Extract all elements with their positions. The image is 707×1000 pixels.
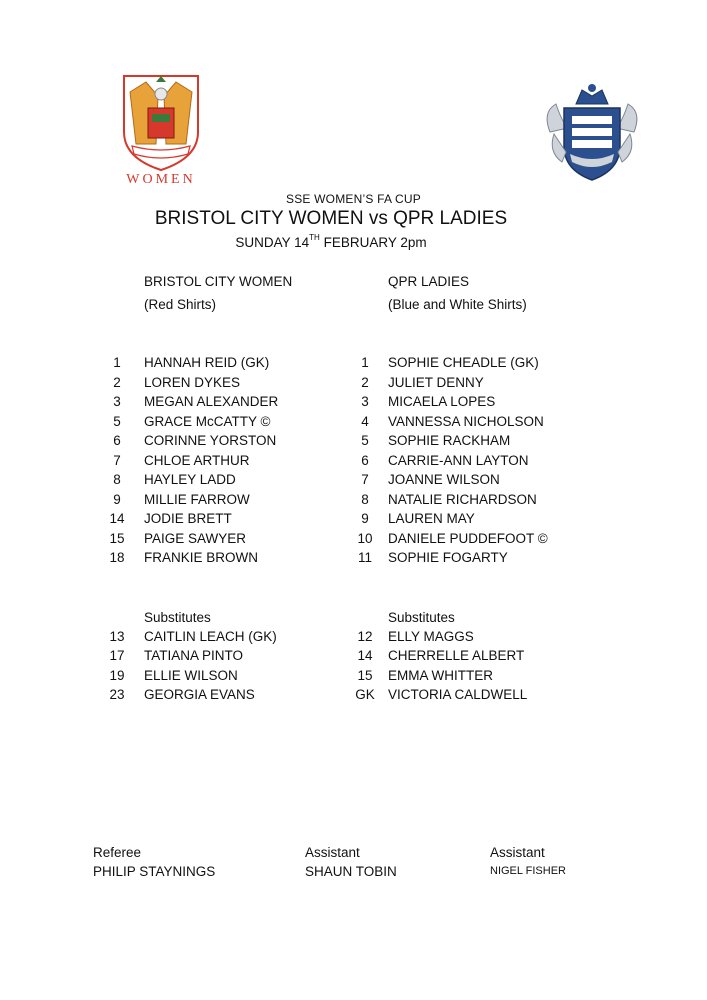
player-name: MILLIE FARROW <box>144 492 250 507</box>
home-team-kit: (Red Shirts) <box>144 297 217 312</box>
player-number: 15 <box>109 531 125 546</box>
player-name: CHLOE ARTHUR <box>144 453 250 468</box>
player-number: 8 <box>113 472 121 487</box>
player-number: 2 <box>113 375 121 390</box>
player-number: 12 <box>357 629 373 644</box>
player-name: CAITLIN LEACH (GK) <box>144 629 277 644</box>
kickoff-date-suffix: TH <box>309 233 320 242</box>
bristol-city-crest <box>116 74 206 194</box>
fixture-title: BRISTOL CITY WOMEN vs QPR LADIES <box>154 208 508 229</box>
player-number: 6 <box>113 433 121 448</box>
player-number: 9 <box>361 511 369 526</box>
player-number: 11 <box>357 550 372 565</box>
player-number: 19 <box>109 668 125 683</box>
player-name: HAYLEY LADD <box>144 472 236 487</box>
player-number: 2 <box>361 375 369 390</box>
player-name: JULIET DENNY <box>388 375 484 390</box>
player-name: PAIGE SAWYER <box>144 531 247 546</box>
kickoff-date: SUNDAY 14 <box>235 235 310 250</box>
player-name: JOANNE WILSON <box>388 472 500 487</box>
assistant-1-label: Assistant <box>305 845 360 860</box>
player-number: 13 <box>109 629 125 644</box>
qpr-crest <box>540 82 644 188</box>
player-name: CORINNE YORSTON <box>144 433 277 448</box>
kickoff-time <box>0 235 662 250</box>
assistant-1-name: SHAUN TOBIN <box>305 864 397 879</box>
player-number: 14 <box>109 511 125 526</box>
player-number: 5 <box>361 433 369 448</box>
home-subs-heading: Substitutes <box>144 610 211 625</box>
player-name: VICTORIA CALDWELL <box>388 687 528 702</box>
player-name: SOPHIE CHEADLE (GK) <box>388 355 539 370</box>
player-number: 7 <box>113 453 121 468</box>
player-name: SOPHIE FOGARTY <box>388 550 508 565</box>
player-number: 23 <box>109 687 125 702</box>
player-number: 1 <box>361 355 369 370</box>
player-name: HANNAH REID (GK) <box>144 355 270 370</box>
player-number: 5 <box>113 414 121 429</box>
player-number: 7 <box>361 472 369 487</box>
player-number: 9 <box>113 492 121 507</box>
away-team-kit: (Blue and White Shirts) <box>388 297 527 312</box>
player-number: 1 <box>113 355 121 370</box>
kickoff-time-text: FEBRUARY 2pm <box>319 235 427 250</box>
player-name: LOREN DYKES <box>144 375 241 390</box>
player-name: MICAELA LOPES <box>388 394 496 409</box>
assistant-2-name: NIGEL FISHER <box>490 865 566 877</box>
player-name: EMMA WHITTER <box>388 668 493 683</box>
home-team-name: BRISTOL CITY WOMEN <box>144 274 293 289</box>
player-number: 8 <box>361 492 369 507</box>
player-number: 15 <box>357 668 373 683</box>
player-name: SOPHIE RACKHAM <box>388 433 511 448</box>
referee-label: Referee <box>93 845 142 860</box>
player-number: 14 <box>357 648 373 663</box>
player-name: JODIE BRETT <box>144 511 232 526</box>
competition-title: SSE WOMEN’S FA CUP <box>286 192 421 206</box>
assistant-2-label: Assistant <box>490 845 545 860</box>
player-name: ELLIE WILSON <box>144 668 238 683</box>
qpr-shield-icon <box>540 82 644 188</box>
player-number: 6 <box>361 453 369 468</box>
away-team-name: QPR LADIES <box>388 274 470 289</box>
player-name: DANIELE PUDDEFOOT © <box>388 531 548 546</box>
player-number: 18 <box>109 550 125 565</box>
player-name: GEORGIA EVANS <box>144 687 255 702</box>
player-name: FRANKIE BROWN <box>144 550 259 565</box>
player-name: MEGAN ALEXANDER <box>144 394 279 409</box>
bristol-women-label: WOMEN <box>126 172 196 187</box>
player-name: VANNESSA NICHOLSON <box>388 414 544 429</box>
player-number: GK <box>355 687 375 702</box>
away-subs-heading: Substitutes <box>388 610 455 625</box>
player-name: ELLY MAGGS <box>388 629 474 644</box>
player-name: LAUREN MAY <box>388 511 475 526</box>
player-number: 4 <box>361 414 369 429</box>
player-number: 10 <box>357 531 373 546</box>
player-number: 3 <box>361 394 369 409</box>
player-number: 17 <box>109 648 125 663</box>
player-name: CHERRELLE ALBERT <box>388 648 525 663</box>
player-name: NATALIE RICHARDSON <box>388 492 537 507</box>
player-number: 3 <box>113 394 121 409</box>
player-name: CARRIE-ANN LAYTON <box>388 453 529 468</box>
player-name: TATIANA PINTO <box>144 648 244 663</box>
referee-name: PHILIP STAYNINGS <box>93 864 216 879</box>
player-name: GRACE McCATTY © <box>144 414 271 429</box>
